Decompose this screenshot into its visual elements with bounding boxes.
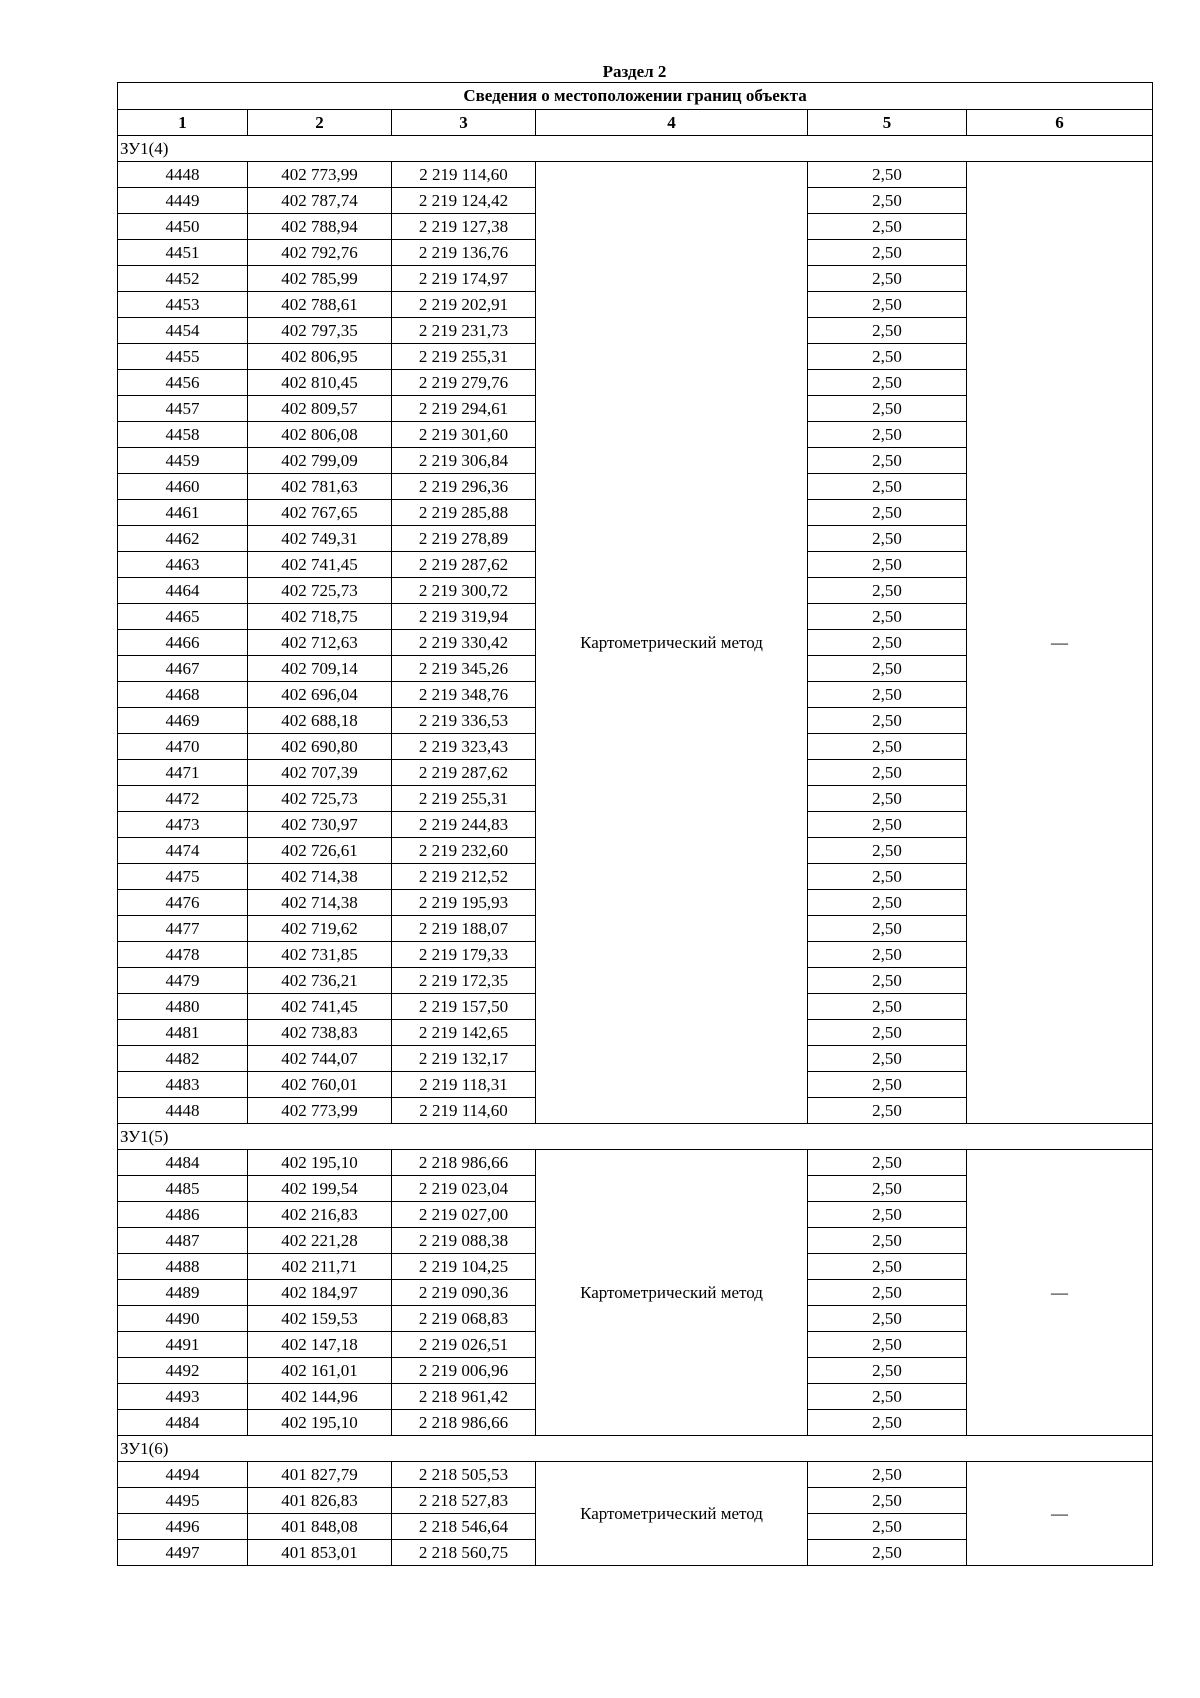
coordinate-y: 2 219 114,60 (392, 162, 536, 188)
coordinate-x: 402 725,73 (248, 578, 392, 604)
point-number: 4492 (118, 1358, 248, 1384)
coordinate-y: 2 219 336,53 (392, 708, 536, 734)
precision-value: 2,50 (808, 422, 967, 448)
precision-value: 2,50 (808, 1202, 967, 1228)
coordinate-y: 2 219 114,60 (392, 1098, 536, 1124)
point-number: 4484 (118, 1150, 248, 1176)
point-number: 4461 (118, 500, 248, 526)
coordinate-y: 2 219 287,62 (392, 552, 536, 578)
coordinate-x: 402 221,28 (248, 1228, 392, 1254)
point-number: 4463 (118, 552, 248, 578)
precision-value: 2,50 (808, 396, 967, 422)
column-6-value: — (967, 1462, 1153, 1566)
coordinate-y: 2 219 195,93 (392, 890, 536, 916)
point-number: 4483 (118, 1072, 248, 1098)
coordinate-y: 2 219 255,31 (392, 344, 536, 370)
point-number: 4490 (118, 1306, 248, 1332)
precision-value: 2,50 (808, 682, 967, 708)
point-number: 4488 (118, 1254, 248, 1280)
precision-value: 2,50 (808, 526, 967, 552)
coordinate-y: 2 219 118,31 (392, 1072, 536, 1098)
coordinate-x: 402 159,53 (248, 1306, 392, 1332)
precision-value: 2,50 (808, 1046, 967, 1072)
coordinate-x: 402 696,04 (248, 682, 392, 708)
table-title: Сведения о местоположении границ объекта (118, 83, 1153, 110)
coordinate-x: 402 736,21 (248, 968, 392, 994)
precision-value: 2,50 (808, 1514, 967, 1540)
coordinate-y: 2 219 132,17 (392, 1046, 536, 1072)
precision-value: 2,50 (808, 604, 967, 630)
coordinate-y: 2 219 345,26 (392, 656, 536, 682)
table-row (118, 1462, 1153, 1488)
coordinate-y: 2 218 986,66 (392, 1410, 536, 1436)
determination-method: Картометрический метод (536, 1150, 808, 1436)
table-row (118, 162, 1153, 188)
coordinate-x: 402 707,39 (248, 760, 392, 786)
column-header-6: 6 (967, 110, 1153, 136)
coordinate-x: 402 726,61 (248, 838, 392, 864)
point-number: 4489 (118, 1280, 248, 1306)
coordinate-x: 401 853,01 (248, 1540, 392, 1566)
point-number: 4458 (118, 422, 248, 448)
coordinate-x: 402 806,08 (248, 422, 392, 448)
column-header-5: 5 (808, 110, 967, 136)
coordinate-y: 2 219 244,83 (392, 812, 536, 838)
coordinate-y: 2 219 301,60 (392, 422, 536, 448)
precision-value: 2,50 (808, 1228, 967, 1254)
table-body (118, 136, 1153, 1566)
coordinate-x: 402 731,85 (248, 942, 392, 968)
precision-value: 2,50 (808, 370, 967, 396)
point-number: 4491 (118, 1332, 248, 1358)
coordinate-y: 2 219 127,38 (392, 214, 536, 240)
coordinate-y: 2 219 172,35 (392, 968, 536, 994)
coordinate-y: 2 219 348,76 (392, 682, 536, 708)
precision-value: 2,50 (808, 1176, 967, 1202)
coordinate-y: 2 219 026,51 (392, 1332, 536, 1358)
point-number: 4481 (118, 1020, 248, 1046)
coordinate-x: 402 781,63 (248, 474, 392, 500)
coordinate-x: 402 690,80 (248, 734, 392, 760)
coordinate-y: 2 219 157,50 (392, 994, 536, 1020)
precision-value: 2,50 (808, 1462, 967, 1488)
coordinate-y: 2 219 142,65 (392, 1020, 536, 1046)
point-number: 4480 (118, 994, 248, 1020)
coordinate-y: 2 219 306,84 (392, 448, 536, 474)
coordinate-y: 2 219 027,00 (392, 1202, 536, 1228)
group-name: ЗУ1(6) (118, 1436, 1153, 1462)
group-header-row (118, 1124, 1153, 1150)
coordinate-x: 402 719,62 (248, 916, 392, 942)
precision-value: 2,50 (808, 1254, 967, 1280)
coordinate-y: 2 218 986,66 (392, 1150, 536, 1176)
point-number: 4467 (118, 656, 248, 682)
precision-value: 2,50 (808, 1150, 967, 1176)
coordinate-x: 402 788,61 (248, 292, 392, 318)
precision-value: 2,50 (808, 630, 967, 656)
coordinate-x: 402 184,97 (248, 1280, 392, 1306)
precision-value: 2,50 (808, 838, 967, 864)
point-number: 4457 (118, 396, 248, 422)
coordinate-x: 402 741,45 (248, 552, 392, 578)
table-row (118, 1150, 1153, 1176)
point-number: 4448 (118, 162, 248, 188)
coordinate-y: 2 218 546,64 (392, 1514, 536, 1540)
coordinate-x: 402 161,01 (248, 1358, 392, 1384)
coordinate-x: 401 827,79 (248, 1462, 392, 1488)
coordinate-x: 402 714,38 (248, 864, 392, 890)
precision-value: 2,50 (808, 656, 967, 682)
coordinate-x: 402 809,57 (248, 396, 392, 422)
coordinate-y: 2 219 104,25 (392, 1254, 536, 1280)
point-number: 4462 (118, 526, 248, 552)
point-number: 4486 (118, 1202, 248, 1228)
precision-value: 2,50 (808, 1280, 967, 1306)
coordinate-x: 402 738,83 (248, 1020, 392, 1046)
coordinate-x: 402 749,31 (248, 526, 392, 552)
point-number: 4451 (118, 240, 248, 266)
point-number: 4484 (118, 1410, 248, 1436)
precision-value: 2,50 (808, 812, 967, 838)
column-header-2: 2 (248, 110, 392, 136)
coordinate-y: 2 219 278,89 (392, 526, 536, 552)
coordinate-y: 2 219 231,73 (392, 318, 536, 344)
precision-value: 2,50 (808, 890, 967, 916)
point-number: 4464 (118, 578, 248, 604)
point-number: 4475 (118, 864, 248, 890)
point-number: 4456 (118, 370, 248, 396)
precision-value: 2,50 (808, 266, 967, 292)
column-6-value: — (967, 1150, 1153, 1436)
determination-method: Картометрический метод (536, 1462, 808, 1566)
precision-value: 2,50 (808, 864, 967, 890)
precision-value: 2,50 (808, 1306, 967, 1332)
point-number: 4468 (118, 682, 248, 708)
coordinate-y: 2 219 136,76 (392, 240, 536, 266)
point-number: 4496 (118, 1514, 248, 1540)
coordinate-x: 402 144,96 (248, 1384, 392, 1410)
coordinate-x: 402 147,18 (248, 1332, 392, 1358)
precision-value: 2,50 (808, 344, 967, 370)
coordinate-y: 2 219 090,36 (392, 1280, 536, 1306)
point-number: 4473 (118, 812, 248, 838)
coordinate-y: 2 218 961,42 (392, 1384, 536, 1410)
coordinate-x: 402 788,94 (248, 214, 392, 240)
precision-value: 2,50 (808, 162, 967, 188)
column-6-value: — (967, 162, 1153, 1124)
precision-value: 2,50 (808, 1358, 967, 1384)
precision-value: 2,50 (808, 500, 967, 526)
column-header-3: 3 (392, 110, 536, 136)
column-header-4: 4 (536, 110, 808, 136)
coordinate-x: 402 712,63 (248, 630, 392, 656)
point-number: 4466 (118, 630, 248, 656)
coordinate-x: 402 725,73 (248, 786, 392, 812)
point-number: 4478 (118, 942, 248, 968)
point-number: 4449 (118, 188, 248, 214)
point-number: 4460 (118, 474, 248, 500)
coordinate-y: 2 219 088,38 (392, 1228, 536, 1254)
precision-value: 2,50 (808, 188, 967, 214)
coordinate-y: 2 218 560,75 (392, 1540, 536, 1566)
precision-value: 2,50 (808, 1332, 967, 1358)
determination-method: Картометрический метод (536, 162, 808, 1124)
point-number: 4455 (118, 344, 248, 370)
coordinate-y: 2 219 179,33 (392, 942, 536, 968)
point-number: 4453 (118, 292, 248, 318)
point-number: 4495 (118, 1488, 248, 1514)
group-name: ЗУ1(5) (118, 1124, 1153, 1150)
precision-value: 2,50 (808, 1488, 967, 1514)
precision-value: 2,50 (808, 1020, 967, 1046)
precision-value: 2,50 (808, 318, 967, 344)
point-number: 4450 (118, 214, 248, 240)
coordinate-y: 2 219 330,42 (392, 630, 536, 656)
precision-value: 2,50 (808, 448, 967, 474)
precision-value: 2,50 (808, 1540, 967, 1566)
point-number: 4469 (118, 708, 248, 734)
coordinate-x: 402 744,07 (248, 1046, 392, 1072)
point-number: 4477 (118, 916, 248, 942)
coordinate-y: 2 219 300,72 (392, 578, 536, 604)
coordinate-y: 2 219 006,96 (392, 1358, 536, 1384)
coordinate-y: 2 219 188,07 (392, 916, 536, 942)
point-number: 4471 (118, 760, 248, 786)
point-number: 4487 (118, 1228, 248, 1254)
point-number: 4474 (118, 838, 248, 864)
precision-value: 2,50 (808, 1098, 967, 1124)
section-title: Раздел 2 (602, 62, 667, 81)
coordinate-x: 402 810,45 (248, 370, 392, 396)
precision-value: 2,50 (808, 968, 967, 994)
coordinate-x: 402 730,97 (248, 812, 392, 838)
coordinate-x: 402 806,95 (248, 344, 392, 370)
precision-value: 2,50 (808, 578, 967, 604)
coordinate-y: 2 219 296,36 (392, 474, 536, 500)
coordinate-y: 2 219 023,04 (392, 1176, 536, 1202)
point-number: 4494 (118, 1462, 248, 1488)
coordinate-x: 402 797,35 (248, 318, 392, 344)
coordinate-y: 2 219 124,42 (392, 188, 536, 214)
coordinate-y: 2 219 294,61 (392, 396, 536, 422)
coordinate-y: 2 219 174,97 (392, 266, 536, 292)
point-number: 4470 (118, 734, 248, 760)
point-number: 4465 (118, 604, 248, 630)
precision-value: 2,50 (808, 474, 967, 500)
coordinate-x: 402 688,18 (248, 708, 392, 734)
coordinate-y: 2 219 319,94 (392, 604, 536, 630)
precision-value: 2,50 (808, 240, 967, 266)
group-header-row (118, 136, 1153, 162)
precision-value: 2,50 (808, 994, 967, 1020)
coordinate-y: 2 219 068,83 (392, 1306, 536, 1332)
group-name: ЗУ1(4) (118, 136, 1153, 162)
document-page (117, 62, 1152, 1566)
point-number: 4476 (118, 890, 248, 916)
group-header-row (118, 1436, 1153, 1462)
coordinate-x: 402 216,83 (248, 1202, 392, 1228)
precision-value: 2,50 (808, 1410, 967, 1436)
coordinate-y: 2 219 285,88 (392, 500, 536, 526)
coordinate-y: 2 219 255,31 (392, 786, 536, 812)
point-number: 4472 (118, 786, 248, 812)
coordinate-x: 401 848,08 (248, 1514, 392, 1540)
precision-value: 2,50 (808, 734, 967, 760)
coordinate-x: 402 787,74 (248, 188, 392, 214)
coordinate-x: 402 199,54 (248, 1176, 392, 1202)
point-number: 4493 (118, 1384, 248, 1410)
coordinate-y: 2 219 202,91 (392, 292, 536, 318)
precision-value: 2,50 (808, 786, 967, 812)
point-number: 4485 (118, 1176, 248, 1202)
point-number: 4497 (118, 1540, 248, 1566)
coordinate-y: 2 219 232,60 (392, 838, 536, 864)
precision-value: 2,50 (808, 292, 967, 318)
precision-value: 2,50 (808, 942, 967, 968)
coordinate-x: 402 211,71 (248, 1254, 392, 1280)
coordinate-x: 402 767,65 (248, 500, 392, 526)
coordinate-y: 2 218 505,53 (392, 1462, 536, 1488)
point-number: 4479 (118, 968, 248, 994)
coordinate-x: 402 709,14 (248, 656, 392, 682)
coordinate-y: 2 218 527,83 (392, 1488, 536, 1514)
precision-value: 2,50 (808, 1072, 967, 1098)
coordinate-y: 2 219 287,62 (392, 760, 536, 786)
coordinate-x: 402 773,99 (248, 162, 392, 188)
precision-value: 2,50 (808, 1384, 967, 1410)
coordinate-x: 401 826,83 (248, 1488, 392, 1514)
precision-value: 2,50 (808, 916, 967, 942)
coordinate-x: 402 785,99 (248, 266, 392, 292)
coordinate-y: 2 219 323,43 (392, 734, 536, 760)
point-number: 4459 (118, 448, 248, 474)
coordinate-y: 2 219 279,76 (392, 370, 536, 396)
precision-value: 2,50 (808, 708, 967, 734)
point-number: 4452 (118, 266, 248, 292)
column-header-1: 1 (118, 110, 248, 136)
coordinate-x: 402 195,10 (248, 1410, 392, 1436)
coordinate-x: 402 799,09 (248, 448, 392, 474)
precision-value: 2,50 (808, 760, 967, 786)
point-number: 4482 (118, 1046, 248, 1072)
coordinate-x: 402 773,99 (248, 1098, 392, 1124)
coordinate-x: 402 195,10 (248, 1150, 392, 1176)
coordinate-x: 402 741,45 (248, 994, 392, 1020)
coordinate-x: 402 718,75 (248, 604, 392, 630)
coordinate-x: 402 760,01 (248, 1072, 392, 1098)
precision-value: 2,50 (808, 214, 967, 240)
point-number: 4448 (118, 1098, 248, 1124)
point-number: 4454 (118, 318, 248, 344)
boundary-table (117, 82, 1153, 1566)
coordinate-y: 2 219 212,52 (392, 864, 536, 890)
coordinate-x: 402 714,38 (248, 890, 392, 916)
coordinate-x: 402 792,76 (248, 240, 392, 266)
precision-value: 2,50 (808, 552, 967, 578)
